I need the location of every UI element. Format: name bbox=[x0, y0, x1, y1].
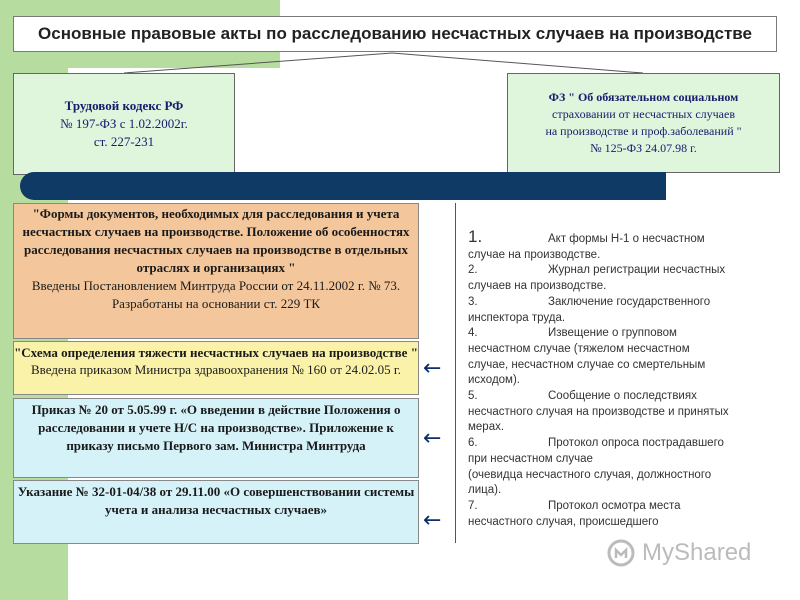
labor-code-articles: ст. 227-231 bbox=[93, 134, 155, 149]
federal-law-line-3: на производстве и проф.заболеваний " bbox=[545, 124, 742, 138]
list-item-title: Протокол осмотра места bbox=[548, 499, 681, 512]
list-item bbox=[468, 326, 788, 389]
order-20-box bbox=[13, 398, 419, 478]
list-item-title: Сообщение о последствиях bbox=[548, 390, 697, 403]
list-item-text: несчастного случая на производстве и принятых bbox=[468, 405, 729, 418]
list-item-text: (очевидца несчастного случая, должностного bbox=[468, 468, 712, 481]
list-item bbox=[468, 229, 788, 263]
watermark-logo bbox=[606, 538, 751, 568]
order-20-text: Приказ № 20 от 5.05.99 г. «О введении в действие Положения о расследовании и учете Н/С на производстве». Приложение к приказу письмо Первого зам. Министра Минтруда bbox=[31, 402, 401, 453]
labor-code-number: № 197-ФЗ с 1.02.2002г. bbox=[60, 116, 188, 131]
list-item-number: 2. bbox=[468, 264, 478, 277]
documents-list bbox=[468, 229, 788, 530]
arrow-left-icon: ← bbox=[423, 508, 442, 533]
list-item-text: при несчастном случае bbox=[468, 452, 593, 465]
list-item bbox=[468, 295, 788, 326]
list-item bbox=[468, 499, 788, 530]
list-item-title: Протокол опроса пострадавшего bbox=[548, 437, 724, 450]
list-item bbox=[468, 436, 788, 499]
list-item-number: 5. bbox=[468, 390, 478, 403]
list-item-text: инспектора труда. bbox=[468, 311, 566, 324]
list-item-number: 3. bbox=[468, 295, 478, 308]
arrow-left-icon: ← bbox=[423, 426, 442, 451]
divider-band bbox=[20, 172, 666, 200]
document-forms-title: "Формы документов, необходимых для расследования и учета несчастных случаев на производстве. Положение об особенностях расследования несчастных случаев на производстве в отдельных отраслях и организациях " bbox=[22, 206, 410, 275]
labor-code-title: Трудовой кодекс РФ bbox=[64, 98, 184, 113]
diagram-title bbox=[13, 16, 777, 52]
list-item-title: Заключение государственного bbox=[548, 295, 711, 308]
list-item-text: несчастного случая, происшедшего bbox=[468, 515, 659, 528]
arrow-left-icon: ← bbox=[423, 356, 442, 381]
vertical-divider bbox=[455, 203, 456, 543]
myshared-logo-icon bbox=[606, 538, 636, 568]
list-item-text: несчастном случае (тяжелом несчастном bbox=[468, 342, 690, 355]
federal-law-box bbox=[507, 73, 780, 173]
severity-scheme-note: Введена приказом Министра здравоохранения № 160 от 24.02.05 г. bbox=[30, 362, 402, 377]
list-item-number: 4. bbox=[468, 327, 478, 340]
list-item-number: 1. bbox=[468, 227, 483, 246]
federal-law-line-2: страховании от несчастных случаев bbox=[552, 107, 735, 121]
document-forms-box bbox=[13, 203, 419, 339]
labor-code-box bbox=[13, 73, 235, 175]
title-text: Основные правовые акты по расследованию несчастных случаев на производстве bbox=[38, 24, 752, 43]
list-item-text: мерах. bbox=[468, 421, 505, 434]
document-forms-note: Введены Постановлением Минтруда России от 24.11.2002 г. № 73. Разработаны на основании ст. 229 ТК bbox=[31, 278, 401, 311]
watermark-text: MyShared bbox=[642, 539, 752, 566]
instruction-32-text: Указание № 32-01-04/38 от 29.11.00 «О совершенствовании системы учета и анализа несчастных случаев» bbox=[17, 484, 415, 517]
list-item-title: Акт формы Н-1 о несчастном bbox=[548, 233, 705, 245]
list-item-text: лица). bbox=[468, 484, 502, 497]
instruction-32-box bbox=[13, 480, 419, 544]
list-item bbox=[468, 263, 788, 294]
severity-scheme-box bbox=[13, 341, 419, 395]
federal-law-line-4: № 125-ФЗ 24.07.98 г. bbox=[590, 141, 697, 155]
list-item-title: Журнал регистрации несчастных bbox=[548, 264, 726, 277]
list-item-text: случае на производстве. bbox=[468, 248, 601, 261]
list-item-text: исходом). bbox=[468, 374, 520, 387]
list-item-text: случаев на производстве. bbox=[468, 280, 607, 293]
list-item-title: Извещение о групповом bbox=[548, 327, 677, 340]
list-item-number: 7. bbox=[468, 499, 478, 512]
federal-law-line-1: ФЗ " Об обязательном социальном bbox=[548, 90, 739, 104]
severity-scheme-title: "Схема определения тяжести несчастных случаев на производстве " bbox=[14, 345, 418, 360]
list-item-text: случае, несчастном случае со смертельным bbox=[468, 358, 706, 371]
list-item-number: 6. bbox=[468, 437, 478, 450]
list-item bbox=[468, 389, 788, 436]
